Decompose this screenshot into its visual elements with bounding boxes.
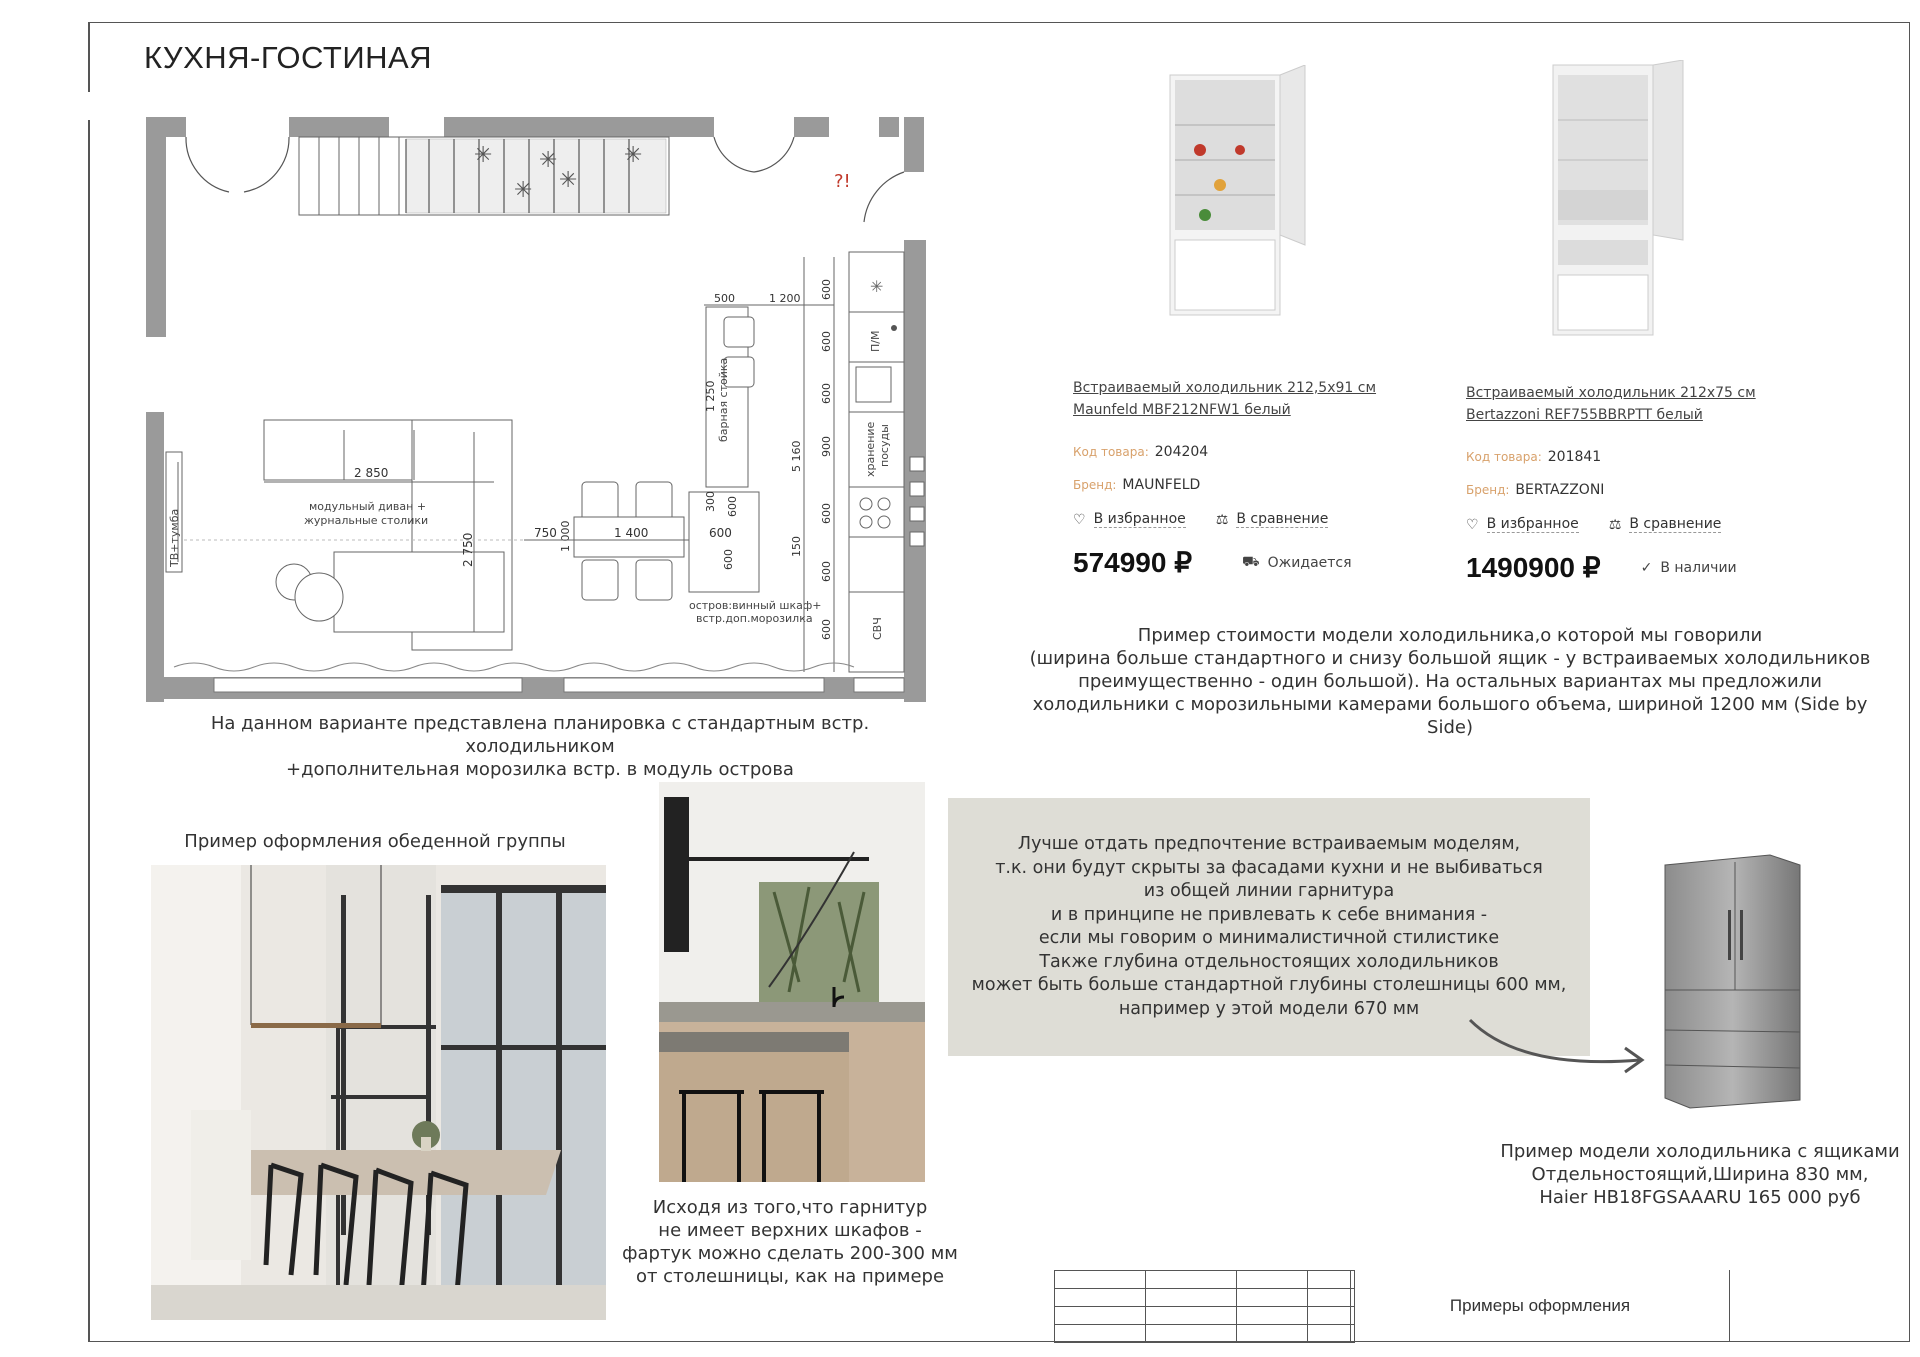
svg-text:✳: ✳ <box>474 143 493 168</box>
product-2-brand: BERTAZZONI <box>1515 482 1605 498</box>
plan-bar-label: барная стойка <box>717 357 730 442</box>
product-2-brand-label: Бренд: <box>1466 483 1510 497</box>
product-2-link[interactable]: Встраиваемый холодильник 212x75 см Bertazzoni REF755BBRPTT белый <box>1466 385 1756 423</box>
scales-icon: ⚖ <box>1608 516 1622 533</box>
plan-storage-label-1: хранение <box>864 421 877 477</box>
plan-dim-150: 150 <box>790 536 803 557</box>
check-icon: ✓ <box>1640 559 1653 576</box>
kitchen-photo <box>659 782 925 1182</box>
plan-col-600-6: 600 <box>820 619 833 640</box>
svg-text:✳: ✳ <box>514 178 533 203</box>
plan-dim-5160: 5 160 <box>790 440 803 472</box>
plan-island-label-1: остров:винный шкаф+ <box>689 599 822 612</box>
plan-dim-1000: 1 000 <box>559 520 572 552</box>
plan-dim-600c: 600 <box>722 549 735 570</box>
title-block-grid <box>1054 1270 1355 1343</box>
plan-sofa-label-2: журнальные столики <box>304 514 429 527</box>
plan-island-label-2: встр.доп.морозилка <box>696 612 813 625</box>
svg-text:✳: ✳ <box>539 148 558 173</box>
plan-question-mark: ?! <box>834 171 851 192</box>
product-2-favorite-button[interactable]: ♡ В избранное <box>1466 516 1579 533</box>
svg-text:✳: ✳ <box>624 143 643 168</box>
plan-col-900: 900 <box>820 436 833 457</box>
plan-pm-label: П/М <box>869 330 882 352</box>
plan-caption: На данном варианте представлена планировка с стандартным встр. холодильником +дополнительная морозилка встр. в модуль острова <box>210 713 870 780</box>
fridge-caption: Пример стоимости модели холодильника,о которой мы говорили (ширина больше стандартного и снизу большой ящик - у встраиваемых холодильников преимущественно - один большой). На остальных вариантах мы предложили холодильники с морозильными камерами большого объема, шириной 1200 мм (Side by Side) <box>1029 625 1871 738</box>
sheet-frame-left-top <box>88 22 90 92</box>
title-block <box>1054 1270 1910 1342</box>
plan-storage-label-2: посуды <box>878 424 891 467</box>
product-2-price: 1490900 ₽ <box>1466 552 1601 583</box>
product-1-price: 574990 ₽ <box>1073 547 1193 578</box>
product-1-favorite-button[interactable]: ♡ В избранное <box>1073 511 1186 528</box>
plan-dim-300: 300 <box>704 491 717 512</box>
floor-plan <box>144 112 934 712</box>
product-1-status: ⛟ Ожидается <box>1242 553 1352 571</box>
plan-dim-2850: 2 850 <box>354 466 389 480</box>
product-2-compare-button[interactable]: ⚖ В сравнение <box>1608 516 1722 533</box>
svg-text:✳: ✳ <box>559 168 578 193</box>
dining-photo <box>151 865 606 1320</box>
haier-caption: Пример модели холодильника с ящиками Отдельностоящий,Ширина 830 мм, Haier HB18FGSAAARU 165 000 руб <box>1500 1141 1900 1208</box>
plan-col-600-5: 600 <box>820 561 833 582</box>
plan-col-600-1: 600 <box>820 279 833 300</box>
plan-dim-1200: 1 200 <box>769 292 801 305</box>
plan-col-600-2: 600 <box>820 331 833 352</box>
product-2-code: 201841 <box>1547 449 1602 465</box>
heart-icon: ♡ <box>1466 516 1479 533</box>
product-2-code-label: Код товара: <box>1466 450 1542 464</box>
plan-dim-1250: 1 250 <box>704 380 717 412</box>
fridge-bertazzoni-image <box>1548 60 1698 340</box>
product-card-2 <box>1466 382 1796 584</box>
plan-svch-label: СВЧ <box>871 617 884 640</box>
product-1-code-label: Код товара: <box>1073 445 1149 459</box>
title-block-title: Примеры оформления <box>1350 1270 1730 1342</box>
product-1-link[interactable]: Встраиваемый холодильник 212,5x91 см Maunfeld MBF212NFW1 белый <box>1073 380 1377 418</box>
plan-dim-600b: 600 <box>726 496 739 517</box>
scales-icon: ⚖ <box>1215 511 1229 528</box>
truck-icon: ⛟ <box>1242 553 1260 570</box>
page-title: КУХНЯ-ГОСТИНАЯ <box>144 40 433 75</box>
product-1-code: 204204 <box>1154 444 1209 460</box>
wall-left-top <box>146 117 166 337</box>
plan-col-600-3: 600 <box>820 383 833 404</box>
plan-dim-600a: 600 <box>709 526 732 540</box>
plan-col-600-4: 600 <box>820 503 833 524</box>
kitchen-caption: Исходя из того,что гарнитур не имеет верхних шкафов - фартук можно сделать 200-300 мм от столешницы, как на примере <box>622 1197 958 1287</box>
plan-dim-500: 500 <box>714 292 735 305</box>
plan-dim-1400: 1 400 <box>614 526 649 540</box>
product-1-compare-button[interactable]: ⚖ В сравнение <box>1215 511 1329 528</box>
recommendation-text: Лучше отдать предпочтение встраиваемым моделям, т.к. они будут скрыты за фасадами кухни и не выбиваться из общей линии гарнитура и в принципе не привлевать к себе внимания - если мы говорим о минималистичной стилистике Также глубина отдельностоящих холодильников может быть больше стандартной глубины столешницы 600 мм, например у этой модели 670 мм <box>971 834 1567 1019</box>
plan-sofa-label-1: модульный диван + <box>309 500 427 513</box>
fridge-maunfeld-image <box>1160 65 1310 335</box>
fridge-haier-image <box>1660 850 1810 1110</box>
product-1-brand: MAUNFELD <box>1122 477 1201 493</box>
plan-dim-2750: 2 750 <box>461 532 475 567</box>
svg-text:✳: ✳ <box>870 277 884 296</box>
plan-tv-label: ТВ+тумба <box>168 508 181 567</box>
product-1-brand-label: Бренд: <box>1073 478 1117 492</box>
arrow-to-haier <box>1460 1010 1660 1090</box>
plan-dim-750: 750 <box>534 526 557 540</box>
product-2-status: ✓ В наличии <box>1640 559 1737 576</box>
dining-caption: Пример оформления обеденной группы <box>184 831 566 852</box>
sheet-frame-left <box>88 120 90 1342</box>
product-card-1 <box>1073 377 1403 579</box>
heart-icon: ♡ <box>1073 511 1086 528</box>
wall-left-bottom <box>146 412 164 702</box>
